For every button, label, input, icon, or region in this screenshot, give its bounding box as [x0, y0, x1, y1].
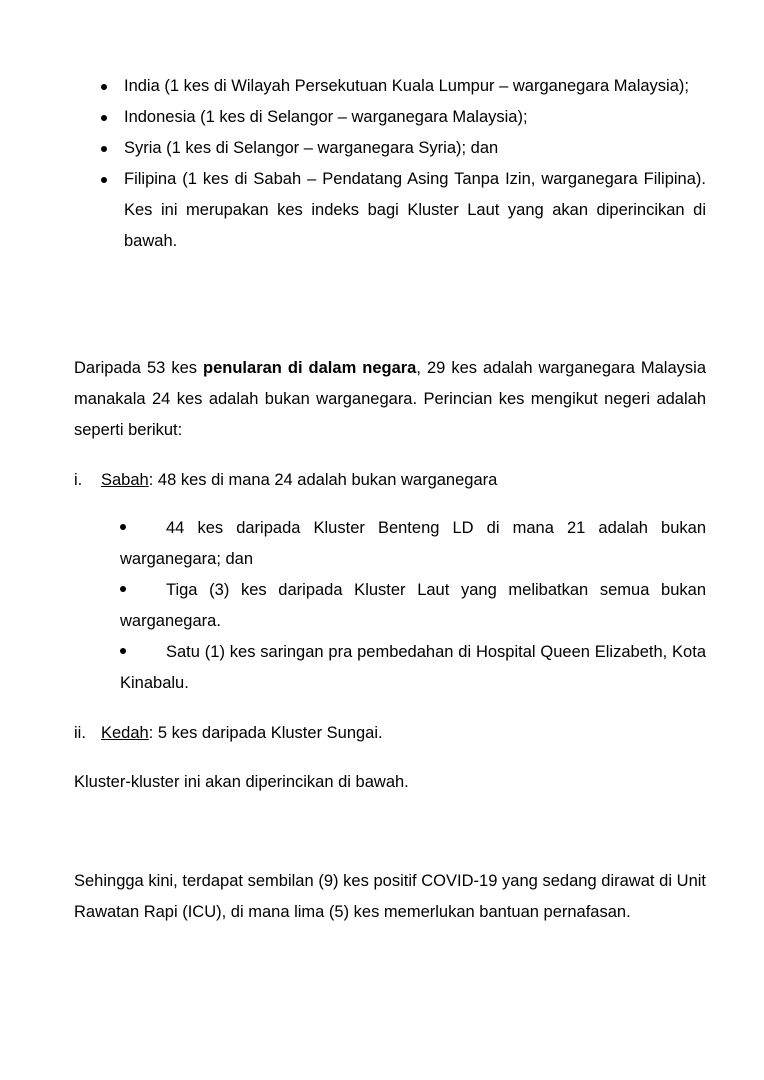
- paragraph-text-lead: Daripada 53 kes: [74, 359, 204, 377]
- list-item: [120, 513, 706, 575]
- list-item-text: 44 kes daripada Kluster Benteng LD di mana 21 adalah bukan warganegara; dan: [120, 519, 706, 568]
- roman-numeral: i.: [74, 471, 83, 489]
- country-case-list: [74, 71, 706, 257]
- state-detail: : 48 kes di mana 24 adalah bukan warganegara: [148, 471, 498, 489]
- list-item: [120, 575, 706, 637]
- roman-numeral: ii.: [74, 724, 86, 742]
- paragraph-text-rest: , 29 kes adalah warganegara Malaysia manakala 24 kes adalah bukan warganegara. Perincian kes mengikut negeri adalah seperti berikut:: [74, 359, 706, 439]
- bullet-icon: [120, 524, 126, 530]
- bullet-icon: [101, 177, 107, 183]
- list-item-text: Indonesia (1 kes di Selangor – warganegara Malaysia);: [124, 108, 528, 126]
- bullet-icon: [120, 586, 126, 592]
- sabah-cluster-list: [120, 513, 706, 699]
- state-heading: [101, 718, 383, 749]
- state-name: Kedah: [101, 724, 149, 742]
- state-heading: [101, 465, 497, 496]
- list-item-text: India (1 kes di Wilayah Persekutuan Kuala Lumpur – warganegara Malaysia);: [124, 77, 689, 95]
- list-item-text: Syria (1 kes di Selangor – warganegara Syria); dan: [124, 139, 499, 157]
- list-item-text: Tiga (3) kes daripada Kluster Laut yang melibatkan semua bukan warganegara.: [120, 581, 706, 630]
- bullet-icon: [101, 115, 107, 121]
- list-item: [74, 133, 706, 164]
- icu-paragraph: Sehingga kini, terdapat sembilan (9) kes positif COVID-19 yang sedang dirawat di Unit Rawatan Rapi (ICU), di mana lima (5) kes memerlukan bantuan pernafasan.: [74, 872, 706, 921]
- bullet-icon: [120, 648, 126, 654]
- list-item: [74, 164, 706, 257]
- paragraph-bold-phrase: penularan di dalam negara: [203, 359, 417, 377]
- list-item-text: Satu (1) kes saringan pra pembedahan di Hospital Queen Elizabeth, Kota Kinabalu.: [120, 643, 706, 692]
- state-detail: : 5 kes daripada Kluster Sungai.: [148, 724, 383, 742]
- state-name: Sabah: [101, 471, 149, 489]
- list-item-text: Filipina (1 kes di Sabah – Pendatang Asing Tanpa Izin, warganegara Filipina). Kes ini merupakan kes indeks bagi Kluster Laut yang akan diperincikan di bawah.: [124, 170, 706, 250]
- local-transmission-paragraph: [74, 353, 706, 446]
- list-item: [120, 637, 706, 699]
- bullet-icon: [101, 84, 107, 90]
- cluster-note-paragraph: Kluster-kluster ini akan diperincikan di bawah.: [74, 773, 409, 791]
- list-item: [74, 102, 706, 133]
- list-item: [74, 71, 706, 102]
- bullet-icon: [101, 146, 107, 152]
